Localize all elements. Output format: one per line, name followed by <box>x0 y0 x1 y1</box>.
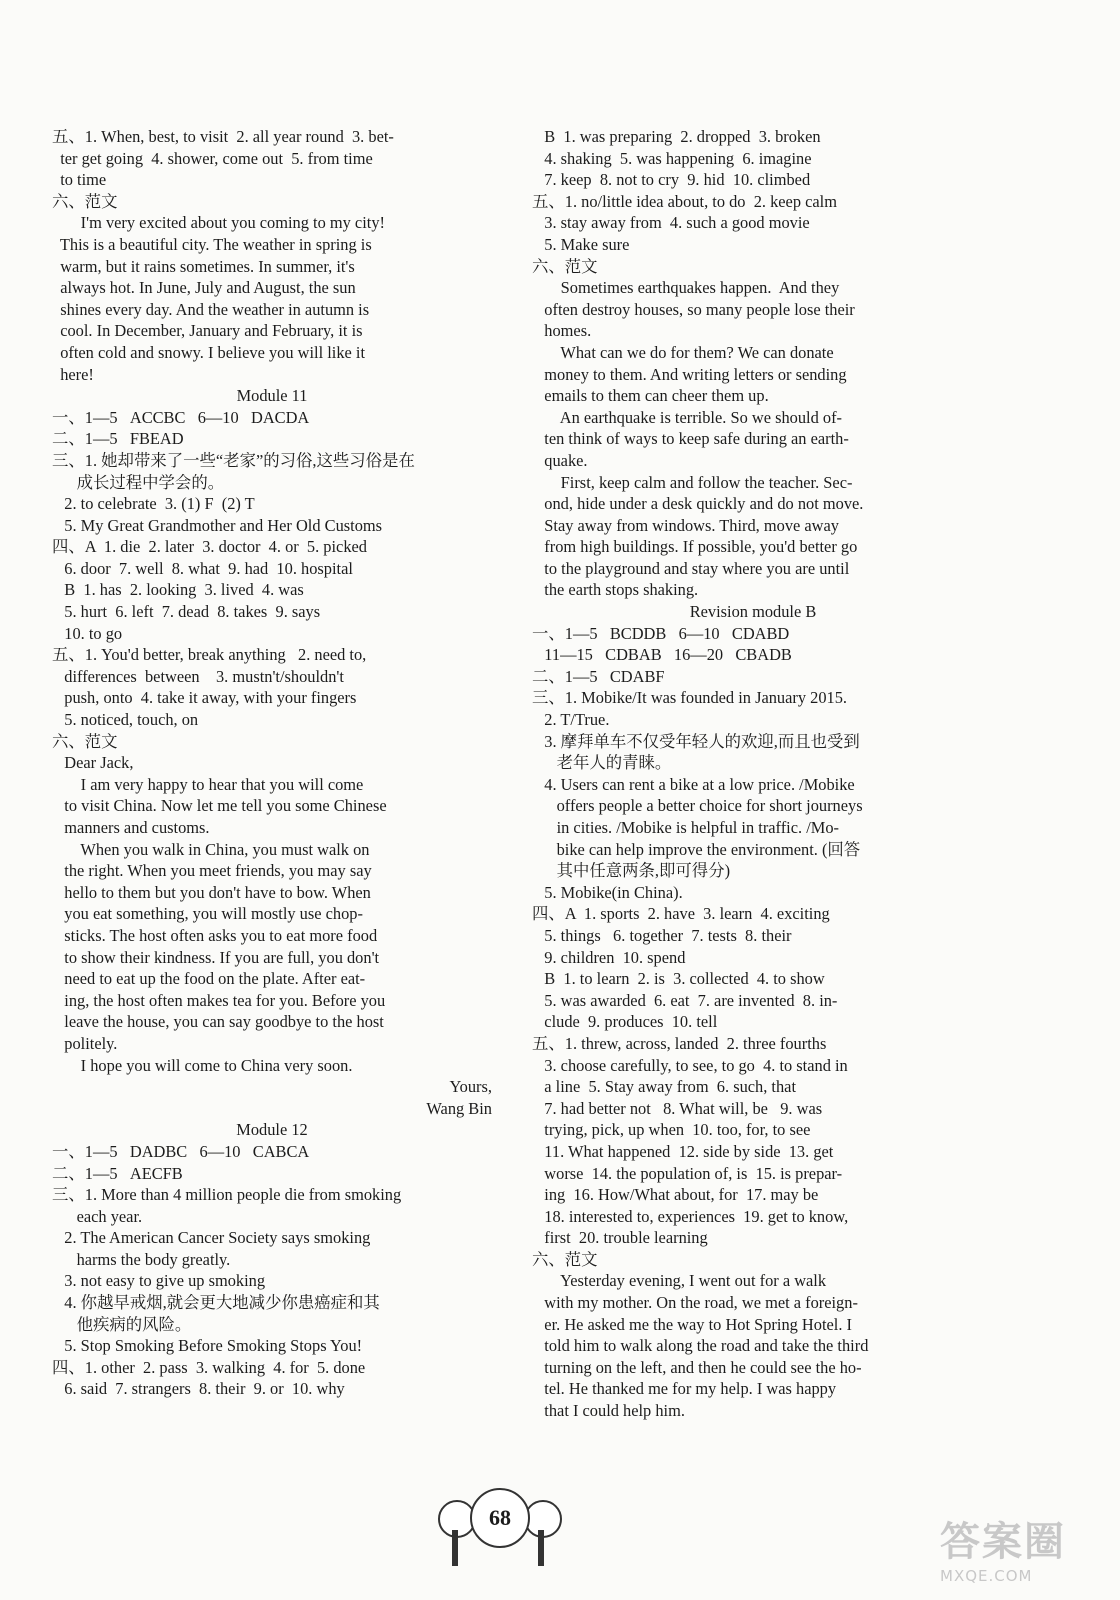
text-line: emails to them can cheer them up. <box>532 386 769 406</box>
text-line: bike can help improve the environment. (回答 <box>532 839 861 859</box>
text-line: 3. stay away from 4. such a good movie <box>532 213 810 233</box>
text-line: B 1. has 2. looking 3. lived 4. was <box>52 580 304 600</box>
text-line: 一、1—5 DADBC 6—10 CABCA <box>52 1141 310 1161</box>
text-line: 6. said 7. strangers 8. their 9. or 10. why <box>52 1379 345 1399</box>
watermark-url: MXQE.COM <box>940 1567 1033 1585</box>
text-line: you eat something, you will mostly use chop- <box>52 904 363 924</box>
text-line: This is a beautiful city. The weather in spring is <box>52 234 372 254</box>
text-line: worse 14. the population of, is 15. is prepar- <box>532 1163 843 1183</box>
text-line: need to eat up the food on the plate. After eat- <box>52 969 366 989</box>
text-line: 5. things 6. together 7. tests 8. their <box>532 925 792 945</box>
text-line: Yours, <box>449 1077 492 1097</box>
text-line: 五、1. When, best, to visit 2. all year round 3. bet- <box>52 127 394 146</box>
text-line: 一、1—5 BCDDB 6—10 CDABD <box>532 623 790 643</box>
text-line: 五、1. You'd better, break anything 2. need to, <box>52 645 367 665</box>
text-line: in cities. /Mobike is helpful in traffic. /Mo- <box>532 818 839 837</box>
text-line: Stay away from windows. Third, move away <box>532 515 839 535</box>
tree-trunk-left <box>452 1530 458 1566</box>
text-line: 18. interested to, experiences 19. get to know, <box>532 1206 849 1226</box>
text-line: to time <box>52 170 107 190</box>
text-line: the earth stops shaking. <box>532 580 699 600</box>
text-line: 10. to go <box>52 623 123 643</box>
text-line: 11. What happened 12. side by side 13. get <box>532 1141 834 1161</box>
section-heading: Revision module B <box>689 602 817 622</box>
text-line: 六、范文 <box>52 191 118 211</box>
text-line: 3. 摩拜单车不仅受年轻人的欢迎,而且也受到 <box>532 731 860 751</box>
text-line: ond, hide under a desk quickly and do not move. <box>532 494 864 514</box>
text-line: shines every day. And the weather in autumn is <box>52 299 370 319</box>
text-line: quake. <box>532 450 588 470</box>
text-line: Dear Jack, <box>52 753 134 773</box>
text-line: 5. Make sure <box>532 234 630 254</box>
text-line: with my mother. On the road, we met a foreign- <box>532 1293 858 1313</box>
text-line: told him to walk along the road and take the third <box>532 1336 869 1356</box>
text-line: 5. Mobike(in China). <box>532 882 683 902</box>
text-line: 11—15 CDBAB 16—20 CBADB <box>532 645 792 665</box>
watermark-logo <box>940 1510 1100 1590</box>
text-line: ing 16. How/What about, for 17. may be <box>532 1185 819 1205</box>
text-line: 5. My Great Grandmother and Her Old Customs <box>52 515 383 535</box>
text-line: 5. was awarded 6. eat 7. are invented 8. in- <box>532 990 838 1010</box>
text-line: 四、A 1. die 2. later 3. doctor 4. or 5. picked <box>52 537 367 557</box>
text-line: offers people a better choice for short journeys <box>532 796 863 816</box>
text-line: When you walk in China, you must walk on <box>52 839 370 859</box>
text-line: 4. shaking 5. was happening 6. imagine <box>532 148 812 168</box>
text-line: hello to them but you don't have to bow. When <box>52 882 371 902</box>
text-line: trying, pick, up when 10. too, for, to see <box>532 1120 811 1140</box>
text-line: to show their kindness. If you are full, you don't <box>52 947 380 967</box>
text-line: 4. Users can rent a bike at a low price. /Mobike <box>532 774 855 794</box>
text-line: always hot. In June, July and August, the sun <box>52 278 356 298</box>
text-line: clude 9. produces 10. tell <box>532 1012 718 1032</box>
text-line: An earthquake is terrible. So we should of- <box>532 407 842 427</box>
text-line: 三、1. 她却带来了一些“老家”的习俗,这些习俗是在 <box>52 450 415 470</box>
left-column <box>52 126 492 1400</box>
text-line: turning on the left, and then he could see the ho- <box>532 1357 862 1377</box>
text-line: Wang Bin <box>426 1098 492 1118</box>
text-line: manners and customs. <box>52 818 210 837</box>
text-line: push, onto 4. take it away, with your fingers <box>52 688 357 708</box>
text-line: 老年人的青睐。 <box>532 753 672 773</box>
text-line: 六、范文 <box>52 731 118 751</box>
tree-trunk-right <box>538 1530 544 1566</box>
page-number: 68 <box>470 1488 530 1548</box>
text-line: warm, but it rains sometimes. In summer, it's <box>52 256 355 276</box>
text-line: homes. <box>532 321 592 341</box>
text-line: 7. keep 8. not to cry 9. hid 10. climbed <box>532 170 811 190</box>
text-line: 二、1—5 FBEAD <box>52 429 184 449</box>
section-heading: Module 12 <box>236 1120 308 1140</box>
text-line: B 1. was preparing 2. dropped 3. broken <box>532 127 821 146</box>
text-line: differences between 3. mustn't/shouldn't <box>52 666 344 686</box>
text-line: 三、1. More than 4 million people die from smoking <box>52 1185 402 1205</box>
text-line: 5. hurt 6. left 7. dead 8. takes 9. says <box>52 602 321 622</box>
watermark-title: 答案圈 <box>940 1519 1066 1565</box>
text-line: that I could help him. <box>532 1401 685 1421</box>
text-line: first 20. trouble learning <box>532 1228 708 1248</box>
text-line: 2. T/True. <box>532 710 610 730</box>
text-line: 9. children 10. spend <box>532 947 686 967</box>
text-line: 他疾病的风险。 <box>52 1314 192 1334</box>
text-line: 3. choose carefully, to see, to go 4. to stand in <box>532 1055 848 1075</box>
text-line: 4. 你越早戒烟,就会更大地减少你患癌症和其 <box>52 1293 380 1313</box>
text-line: 7. had better not 8. What will, be 9. was <box>532 1098 823 1118</box>
text-line: 四、1. other 2. pass 3. walking 4. for 5. done <box>52 1357 366 1377</box>
text-line: Sometimes earthquakes happen. And they <box>532 278 840 298</box>
text-line: er. He asked me the way to Hot Spring Hotel. I <box>532 1314 853 1334</box>
text-line: 四、A 1. sports 2. have 3. learn 4. exciting <box>532 904 830 924</box>
text-line: 二、1—5 AECFB <box>52 1163 183 1183</box>
section-heading: Module 11 <box>236 386 308 406</box>
text-line: 六、范文 <box>532 1249 598 1269</box>
text-line: Yesterday evening, I went out for a walk <box>532 1271 827 1291</box>
text-line: B 1. to learn 2. is 3. collected 4. to show <box>532 969 825 989</box>
text-line: harms the body greatly. <box>52 1249 231 1269</box>
text-line: often cold and snowy. I believe you will like it <box>52 342 366 362</box>
text-line: to the playground and stay where you are until <box>532 558 850 578</box>
text-line: ten think of ways to keep safe during an earth- <box>532 429 849 449</box>
text-line: 成长过程中学会的。 <box>52 472 225 492</box>
text-line: politely. <box>52 1033 118 1053</box>
text-line: to visit China. Now let me tell you some Chinese <box>52 796 387 816</box>
text-line: 五、1. threw, across, landed 2. three fourths <box>532 1033 827 1053</box>
text-line: from high buildings. If possible, you'd better go <box>532 537 858 557</box>
text-line: 二、1—5 CDABF <box>532 666 665 686</box>
text-line: ing, the host often makes tea for you. Before you <box>52 990 386 1010</box>
text-line: each year. <box>52 1206 143 1226</box>
text-line: 5. Stop Smoking Before Smoking Stops You! <box>52 1336 363 1356</box>
text-line: tel. He thanked me for my help. I was happy <box>532 1379 837 1399</box>
text-line: leave the house, you can say goodbye to the host <box>52 1012 384 1032</box>
text-line: I'm very excited about you coming to my city! <box>52 213 385 233</box>
text-line: 6. door 7. well 8. what 9. had 10. hospital <box>52 558 353 578</box>
text-line: 5. noticed, touch, on <box>52 710 199 730</box>
text-line: ter get going 4. shower, come out 5. from time <box>52 148 373 168</box>
text-line: 2. to celebrate 3. (1) F (2) T <box>52 494 255 514</box>
text-line: 六、范文 <box>532 256 598 276</box>
text-line: I am very happy to hear that you will come <box>52 774 364 794</box>
text-line: What can we do for them? We can donate <box>532 342 834 362</box>
text-line: sticks. The host often asks you to eat more food <box>52 925 378 945</box>
text-line: First, keep calm and follow the teacher. Sec- <box>532 472 853 492</box>
text-line: 一、1—5 ACCBC 6—10 DACDA <box>52 407 310 427</box>
text-line: often destroy houses, so many people lose their <box>532 299 855 319</box>
text-line: 其中任意两条,即可得分) <box>532 861 731 881</box>
text-line: I hope you will come to China very soon. <box>52 1055 353 1075</box>
text-line: the right. When you meet friends, you may say <box>52 861 372 881</box>
text-line: here! <box>52 364 94 384</box>
text-line: money to them. And writing letters or sending <box>532 364 847 384</box>
text-line: 三、1. Mobike/It was founded in January 2015. <box>532 688 848 708</box>
text-line: 五、1. no/little idea about, to do 2. keep calm <box>532 191 837 211</box>
text-line: a line 5. Stay away from 6. such, that <box>532 1077 797 1097</box>
text-line: cool. In December, January and February, it is <box>52 321 363 341</box>
text-line: 2. The American Cancer Society says smoking <box>52 1228 371 1248</box>
text-line: 3. not easy to give up smoking <box>52 1271 266 1291</box>
right-column <box>532 126 974 1422</box>
